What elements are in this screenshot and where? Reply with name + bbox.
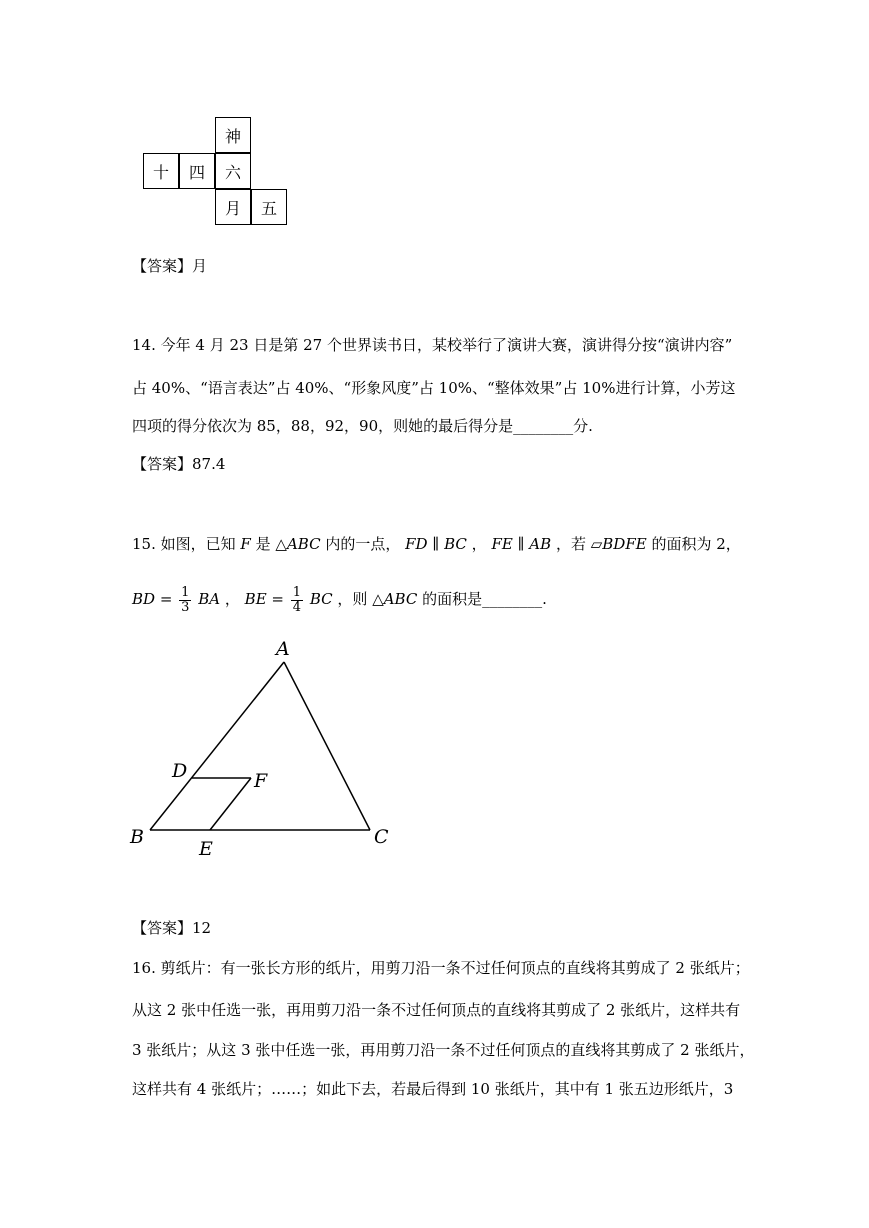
q15-parallel-1: ∥: [432, 535, 440, 553]
q14-line-3: 四项的得分依次为 85，88，92，90，则她的最后得分是________分.: [132, 417, 593, 435]
frac1-denominator: 3: [181, 599, 190, 615]
q15-answer: 【答案】12: [132, 919, 212, 937]
q15-prefix: 15. 如图，已知: [132, 535, 236, 553]
segment-fe: [210, 778, 251, 830]
q15-text-1: 是: [255, 535, 271, 553]
q15-text-5: 的面积为 2，: [651, 535, 741, 553]
label-a: A: [276, 638, 290, 660]
label-c: C: [374, 826, 389, 848]
q16-line-4: 这样共有 4 张纸片；……；如此下去，若最后得到 10 张纸片，其中有 1 张五边形纸片，3: [132, 1080, 734, 1098]
label-e: E: [199, 838, 213, 860]
q15-seg-bc: BC: [444, 535, 467, 553]
frac2-denominator: 4: [292, 599, 302, 615]
q15-seg-bc-2: BC: [309, 590, 333, 608]
q15-text-4: ，若: [555, 535, 586, 553]
q15-triangle-abc: △ABC: [275, 535, 321, 553]
q15-parallelogram: ▱BDFE: [590, 535, 647, 553]
net-cell-yue: 月: [215, 189, 251, 225]
q15-text-8: 的面积是________.: [422, 590, 547, 608]
q15-triangle-abc-2: △ABC: [372, 590, 418, 608]
q14-line-2: 占 40%、“语言表达”占 40%、“形象风度”占 10%、“整体效果”占 10%进行计算，小芳这: [132, 379, 736, 397]
q16-line-2: 从这 2 张中任选一张，再用剪刀沿一条不过任何顶点的直线将其剪成了 2 张纸片，这样共有: [132, 1001, 741, 1019]
q15-text-6: ，: [224, 590, 240, 608]
q13-answer: 【答案】月: [132, 257, 208, 275]
net-cell-wu: 五: [251, 189, 287, 225]
q15-text-7: ，则: [337, 590, 368, 608]
label-f: F: [254, 770, 268, 792]
q15-bd-lhs: BD =: [132, 590, 173, 608]
frac2-numerator: 1: [292, 584, 302, 600]
q15-seg-ba: BA: [198, 590, 221, 608]
q15-text-2: 内的一点，: [325, 535, 401, 553]
q16-line-3: 3 张纸片；从这 3 张中任选一张，再用剪刀沿一条不过任何顶点的直线将其剪成了 2 张纸片，: [132, 1041, 755, 1059]
side-ab: [150, 662, 284, 830]
q16-line-1: 16. 剪纸片：有一张长方形的纸片，用剪刀沿一条不过任何顶点的直线将其剪成了 2 张纸片；: [132, 959, 750, 977]
q14-line-1: 14. 今年 4 月 23 日是第 27 个世界读书日，某校举行了演讲大赛，演讲得分按“演讲内容”: [132, 336, 733, 354]
q15-be-lhs: BE =: [244, 590, 284, 608]
q15-point-f: F: [240, 535, 251, 553]
label-d: D: [172, 760, 188, 782]
net-cell-liu: 六: [215, 153, 251, 189]
q15-seg-ab: AB: [529, 535, 552, 553]
q15-parallel-2: ∥: [517, 535, 525, 553]
q14-answer: 【答案】87.4: [132, 455, 226, 473]
side-ac: [284, 662, 370, 830]
net-cell-si: 四: [179, 153, 215, 189]
label-b: B: [130, 826, 144, 848]
net-cell-shen: 神: [215, 117, 251, 153]
q15-seg-fd: FD: [405, 535, 428, 553]
net-cell-shi: 十: [143, 153, 179, 189]
q15-seg-fe: FE: [491, 535, 513, 553]
q15-text-3: ，: [471, 535, 487, 553]
frac1-numerator: 1: [181, 584, 190, 600]
